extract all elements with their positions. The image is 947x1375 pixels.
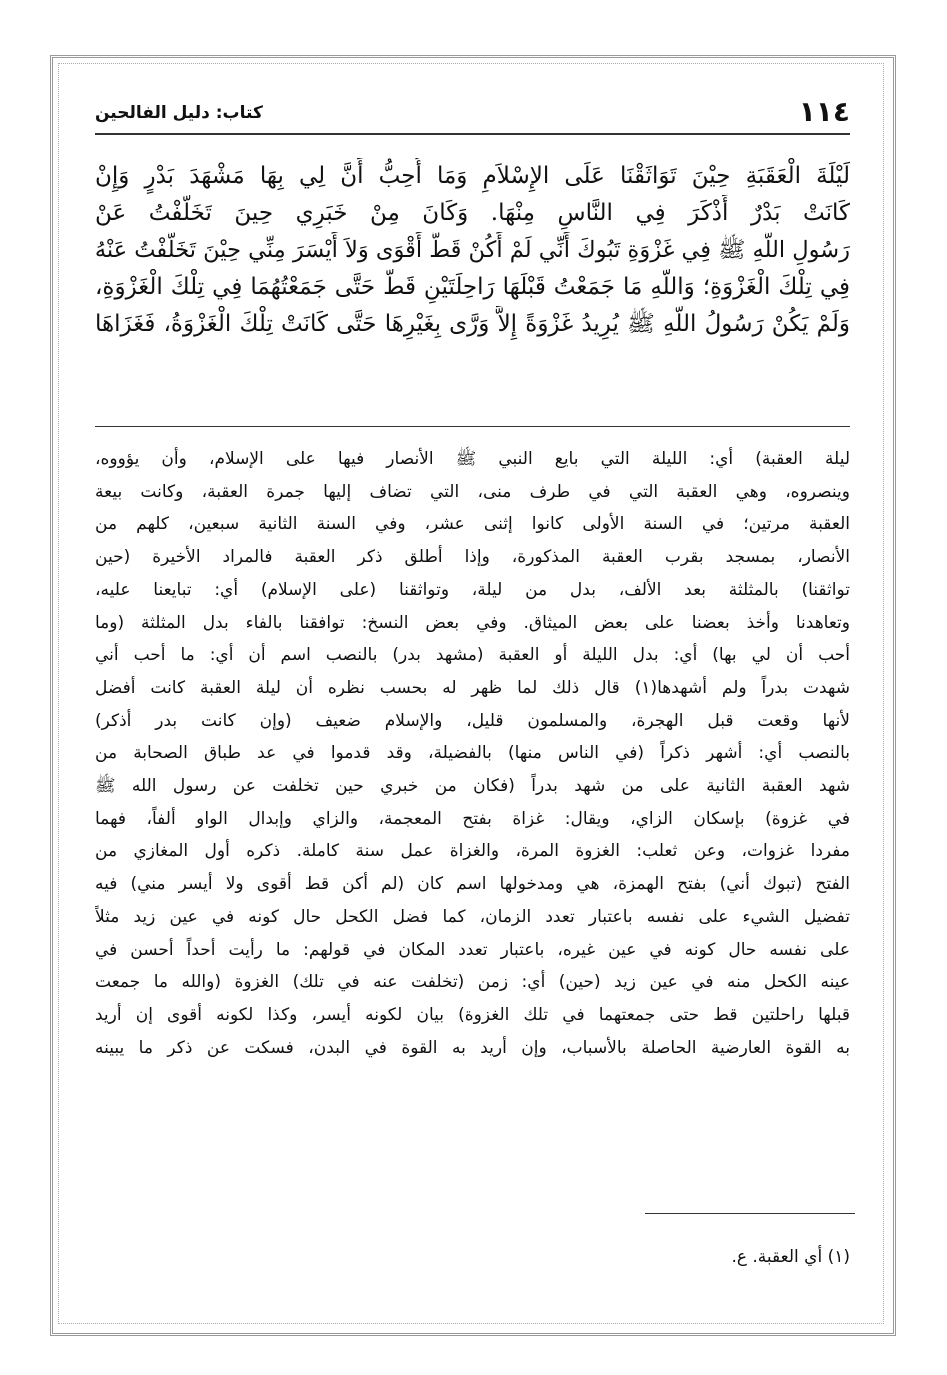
hadith-line: كَانَتْ بَدْرٌ أَذْكَرَ فِي النَّاسِ مِنْهَا. وَكَانَ مِنْ خَبَرِي حِينَ تَخَلَّفْتُ عَنْ — [95, 200, 850, 226]
commentary-line: شهد العقبة الثانية على من شهد بدراً (فكان من خبري حين تخلفت عن رسول الله ﷺ — [95, 776, 850, 797]
book-title: كتاب: دليل الفالحين — [95, 103, 263, 123]
page-number: ١١٤ — [798, 95, 850, 128]
section-divider — [95, 426, 850, 427]
hadith-line: وَلَمْ يَكُنْ رَسُولُ اللَّهِ ﷺ يُرِيدُ غَزْوَةً إِلاَّ وَرَّى بِغَيْرِهَا حَتَّى كَانَتْ تِلْكَ الْغَزْوَةُ، فَغَزَاهَا — [95, 311, 850, 337]
commentary-line: شهدت بدراً ولم أشهدها(١) قال ذلك لما ظهر له بحسب نظره أن ليلة العقبة كانت أفضل — [95, 677, 850, 698]
commentary-line: على نفسه حال كونه في عين غيره، باعتبار تعدد المكان في قولهم: ما رأيت أحداً أحسن في — [95, 939, 850, 960]
commentary-line: أحب أن لي بها) أي: بدل الليلة أو العقبة (مشهد بدر) بالنصب اسم أن أي: ما أحب أني — [95, 645, 850, 666]
commentary-line: قبلها راحلتين قط حتى جمعتهما في تلك الغزوة) بيان لكونه أيسر، وكذا لكونه أقوى إن أريد — [95, 1004, 850, 1025]
footnote-rule — [645, 1213, 855, 1214]
commentary-line: بالنصب أي: أشهر ذكراً (في الناس منها) بالفضيلة، وقد قدموا في عد طباق الصحابة من — [95, 743, 850, 764]
commentary-line: في غزوة) بإسكان الزاي، ويقال: غزاة بفتح المعجمة، والزاي وإبدال الواو ألفاً، فهما — [95, 808, 850, 829]
commentary-line: وتعاهدنا وأخذ بعضنا على بعض الميثاق. وفي بعض النسخ: توافقنا بالفاء بدل المثلثة (وما — [95, 612, 850, 633]
commentary-line: مفردا غزوات، وعن ثعلب: الغزوة المرة، والغزاة عمل سنة كاملة. ذكره أول المغازي من — [95, 841, 850, 862]
commentary-line: لأنها وقعت قبل الهجرة، والمسلمون قليل، والإسلام ضعيف (وإن كانت بدر أذكر) — [95, 710, 850, 731]
page-header — [95, 95, 850, 131]
hadith-line: لَيْلَةَ الْعَقَبَةِ حِيْنَ تَوَاثَقْنَا عَلَى الإِسْلاَمِ وَمَا أُحِبُّ أَنَّ لِي بِهَا مَشْهَدَ بَدْرٍ وَإِنْ — [95, 163, 850, 189]
hadith-line: فِي تِلْكَ الْغَزْوَةِ؛ وَاللَّهِ مَا جَمَعْتُ قَبْلَهَا رَاحِلَتَيْنِ قَطُّ حَتَّى جَمَعْتُهُمَا فِي تِلْكَ الْغَزْوَةِ، — [95, 274, 850, 300]
commentary-line: تواثقنا) بالمثلثة بعد الألف، بدل من ليلة، وتواثقنا (على الإسلام) أي: تبايعنا عليه، — [95, 579, 850, 600]
footnote: (١) أي العقبة. ع. — [731, 1247, 850, 1267]
header-rule — [95, 133, 850, 135]
commentary-text — [95, 443, 850, 1064]
commentary-line: ليلة العقبة) أي: الليلة التي بايع النبي ﷺ الأنصار فيها على الإسلام، وأن يؤووه، — [95, 449, 850, 469]
commentary-line: الأنصار، بمسجد بقرب العقبة المذكورة، وإذا أطلق ذكر العقبة فالمراد الأخيرة (حين — [95, 547, 850, 568]
commentary-line: العقبة مرتين؛ في السنة الأولى كانوا إثنى عشر، وفي السنة الثانية سبعين، كلهم من — [95, 514, 850, 535]
hadith-text — [95, 158, 850, 343]
commentary-line: به القوة العارضية الحاصلة بالأسباب، وإن أريد به القوة في البدن، فسكت عن ذكر ما يبينه — [95, 1037, 850, 1058]
commentary-line: وينصروه، وهي العقبة التي في طرف منى، التي تضاف إليها جمرة العقبة، وكانت بيعة — [95, 481, 850, 502]
commentary-line: عينه الكحل منه في عين زيد (حين) أي: زمن (تخلفت عنه في تلك) الغزوة (والله ما جمعت — [95, 972, 850, 993]
commentary-line: الفتح (تبوك أني) بفتح الهمزة، هي ومدخولها اسم كان (لم أكن قط أقوى ولا أيسر مني) فيه — [95, 874, 850, 895]
hadith-line: رَسُولِ اللَّهِ ﷺ فِي غَزْوَةِ تَبُوكَ أَنِّي لَمْ أَكُنْ قَطُّ أَقْوَى وَلاَ أَيْسَرَ مِنِّي حِيْنَ تَخَلَّفْتُ عَنْهُ — [95, 237, 850, 263]
commentary-line: تفضيل الشيء على نفسه باعتبار تعدد الزمان، كما فضل الكحل حال كونه في عين زيد مثلاً — [95, 906, 850, 927]
